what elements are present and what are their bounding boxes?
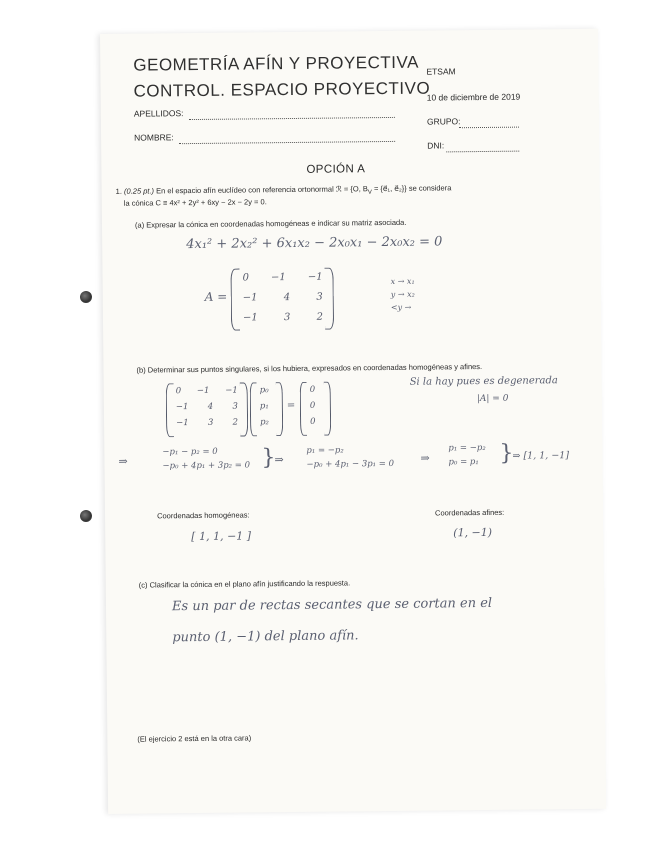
system1-line2: −p₀ + 4p₁ + 3p₂ = 0 (162, 460, 251, 472)
vector-zero-entry: 0 (309, 400, 316, 411)
vector-p-entry: p₁ (259, 401, 269, 412)
matrix-b-cell: 4 (207, 401, 214, 412)
system3-brace: } (499, 440, 514, 466)
vector-p-left-paren (250, 382, 258, 436)
part-a-homogeneous-equation: 4x₁² + 2x₂² + 6x₁x₂ − 2x₀x₁ − 2x₀x₂ = 0 (186, 234, 443, 253)
matrix-b-cell: −1 (176, 418, 189, 429)
vector-zero-entry: 0 (310, 416, 316, 427)
vector-zero-entry: 0 (309, 384, 316, 395)
option-title: OPCIÓN A (306, 163, 366, 176)
substitution-x: x → x₁ (390, 276, 415, 286)
problem-statement-line1 (116, 183, 452, 198)
affine-coords-label: Coordenadas afines: (434, 507, 505, 518)
matrix-a-cell: 2 (316, 311, 324, 323)
grupo-line (459, 127, 519, 129)
affine-coords-value: (1, −1) (453, 525, 493, 540)
nombre-line (179, 141, 395, 144)
footer-note: (El ejercicio 2 está en la otra cara) (137, 733, 252, 744)
part-a-label: (a) Expresar la cónica en coordenadas homogéneas e indicar su matriz asociada. (134, 217, 407, 230)
problem-statement-end: = {e⃗₁, e⃗₂}} se considera (371, 183, 452, 194)
apellidos-line (189, 117, 395, 120)
equals-sign: = (286, 399, 296, 412)
grupo-label: GRUPO: (426, 116, 461, 127)
matrix-a-cell: 3 (316, 291, 323, 303)
vector-zero (310, 385, 316, 427)
exam-title-line1: GEOMETRÍA AFÍN Y PROYECTIVA (133, 52, 419, 75)
part-c-answer-line1: Es un par de rectas secantes que se cortan en el (171, 595, 493, 615)
matrix-b-cell: 3 (207, 417, 214, 428)
system2-line1: p₁ = −p₂ (306, 445, 344, 456)
matrix-a-row (243, 292, 323, 304)
part-b-note-line1: Si la hay pues es degenerada (409, 375, 558, 388)
exam-date: 10 de diciembre de 2019 (426, 91, 521, 103)
school-name: ETSAM (426, 66, 456, 77)
system3-line1: p₁ = −p₂ (448, 442, 486, 454)
implies-1: ⇒ (118, 454, 128, 468)
matrix-b-cell: 2 (232, 417, 239, 428)
matrix-a-cell: −1 (270, 272, 286, 284)
matrix-b-cell: 0 (175, 386, 182, 397)
punch-hole-top (80, 291, 92, 303)
exam-title-line2: CONTROL. ESPACIO PROYECTIVO (133, 78, 431, 101)
matrix-a-cell: 4 (283, 292, 291, 304)
apellidos-label: APELLIDOS: (133, 108, 184, 119)
matrix-b-row (176, 402, 238, 413)
vector-p-entry: p₀ (259, 385, 269, 396)
vector-zero-left-paren (300, 382, 308, 436)
matrix-a-cell: 3 (283, 312, 291, 324)
matrix-a-right-paren (324, 268, 334, 330)
homogeneous-coords-value: [ 1, 1, −1 ] (191, 529, 252, 544)
matrix-b-cell: 3 (232, 401, 238, 412)
matrix-a-cell: −1 (242, 312, 258, 324)
part-c-label: (c) Clasificar la cónica en el plano afín justificando la respuesta. (138, 578, 351, 590)
system1-brace: } (261, 445, 276, 471)
part-c-answer-line2: punto (1, −1) del plano afín. (172, 628, 359, 646)
problem-points: (0.25 pt.) (123, 186, 155, 196)
dni-line (446, 151, 519, 153)
matrix-a-left-paren (230, 269, 240, 331)
vector-p (260, 385, 269, 427)
matrix-b (176, 386, 238, 429)
matrix-b-row (176, 386, 238, 397)
problem-statement-text: En el espacio afín euclídeo con referencia ortonormal ℛ = {O, B (156, 184, 368, 196)
matrix-a (243, 272, 324, 324)
part-b-note-line2: |A| = 0 (476, 393, 509, 405)
matrix-b-row (176, 418, 238, 429)
system2-line2: −p₀ + 4p₁ − 3p₁ = 0 (306, 458, 395, 470)
system1-line1: −p₁ − p₂ = 0 (162, 446, 218, 458)
matrix-b-cell: −1 (175, 402, 189, 413)
problem-number: 1. (115, 186, 122, 196)
matrix-a-cell: −1 (307, 271, 323, 283)
exam-sheet (100, 29, 606, 814)
matrix-a-name: A = (204, 289, 228, 304)
vector-p-right-paren (276, 382, 284, 436)
implies-3: ⇒ (420, 451, 430, 465)
dni-label: DNI: (427, 140, 445, 151)
system3-line2: p₀ = p₁ (448, 457, 479, 468)
singular-point-result: ⇒ [1, 1, −1] (512, 450, 570, 462)
matrix-a-cell: −1 (242, 292, 258, 304)
matrix-a-cell: 0 (242, 272, 249, 284)
punch-hole-bottom (80, 510, 92, 522)
matrix-a-row (243, 312, 323, 324)
matrix-b-right-paren (240, 382, 249, 436)
nombre-label: NOMBRE: (134, 132, 174, 143)
substitution-y: y → x₂ (390, 289, 415, 299)
problem-statement-line2: la cónica C ≡ 4x² + 2y² + 6xy − 2x − 2y = 0. (123, 197, 267, 208)
matrix-a-row (243, 272, 323, 284)
problem-statement-sub: V (367, 189, 372, 196)
matrix-b-left-paren (166, 383, 175, 437)
part-b-label: (b) Determinar sus puntos singulares, si los hubiera, expresados en coordenadas homogéneas y afines. (136, 362, 483, 375)
matrix-b-cell: −1 (225, 385, 238, 396)
matrix-b-cell: −1 (196, 385, 210, 397)
vector-zero-right-paren (324, 382, 332, 436)
vector-p-entry: p₂ (260, 417, 269, 428)
substitution-extra: <y → (390, 302, 412, 312)
implies-2: ⇒ (274, 453, 284, 467)
homogeneous-coords-label: Coordenadas homogéneas: (157, 510, 250, 521)
